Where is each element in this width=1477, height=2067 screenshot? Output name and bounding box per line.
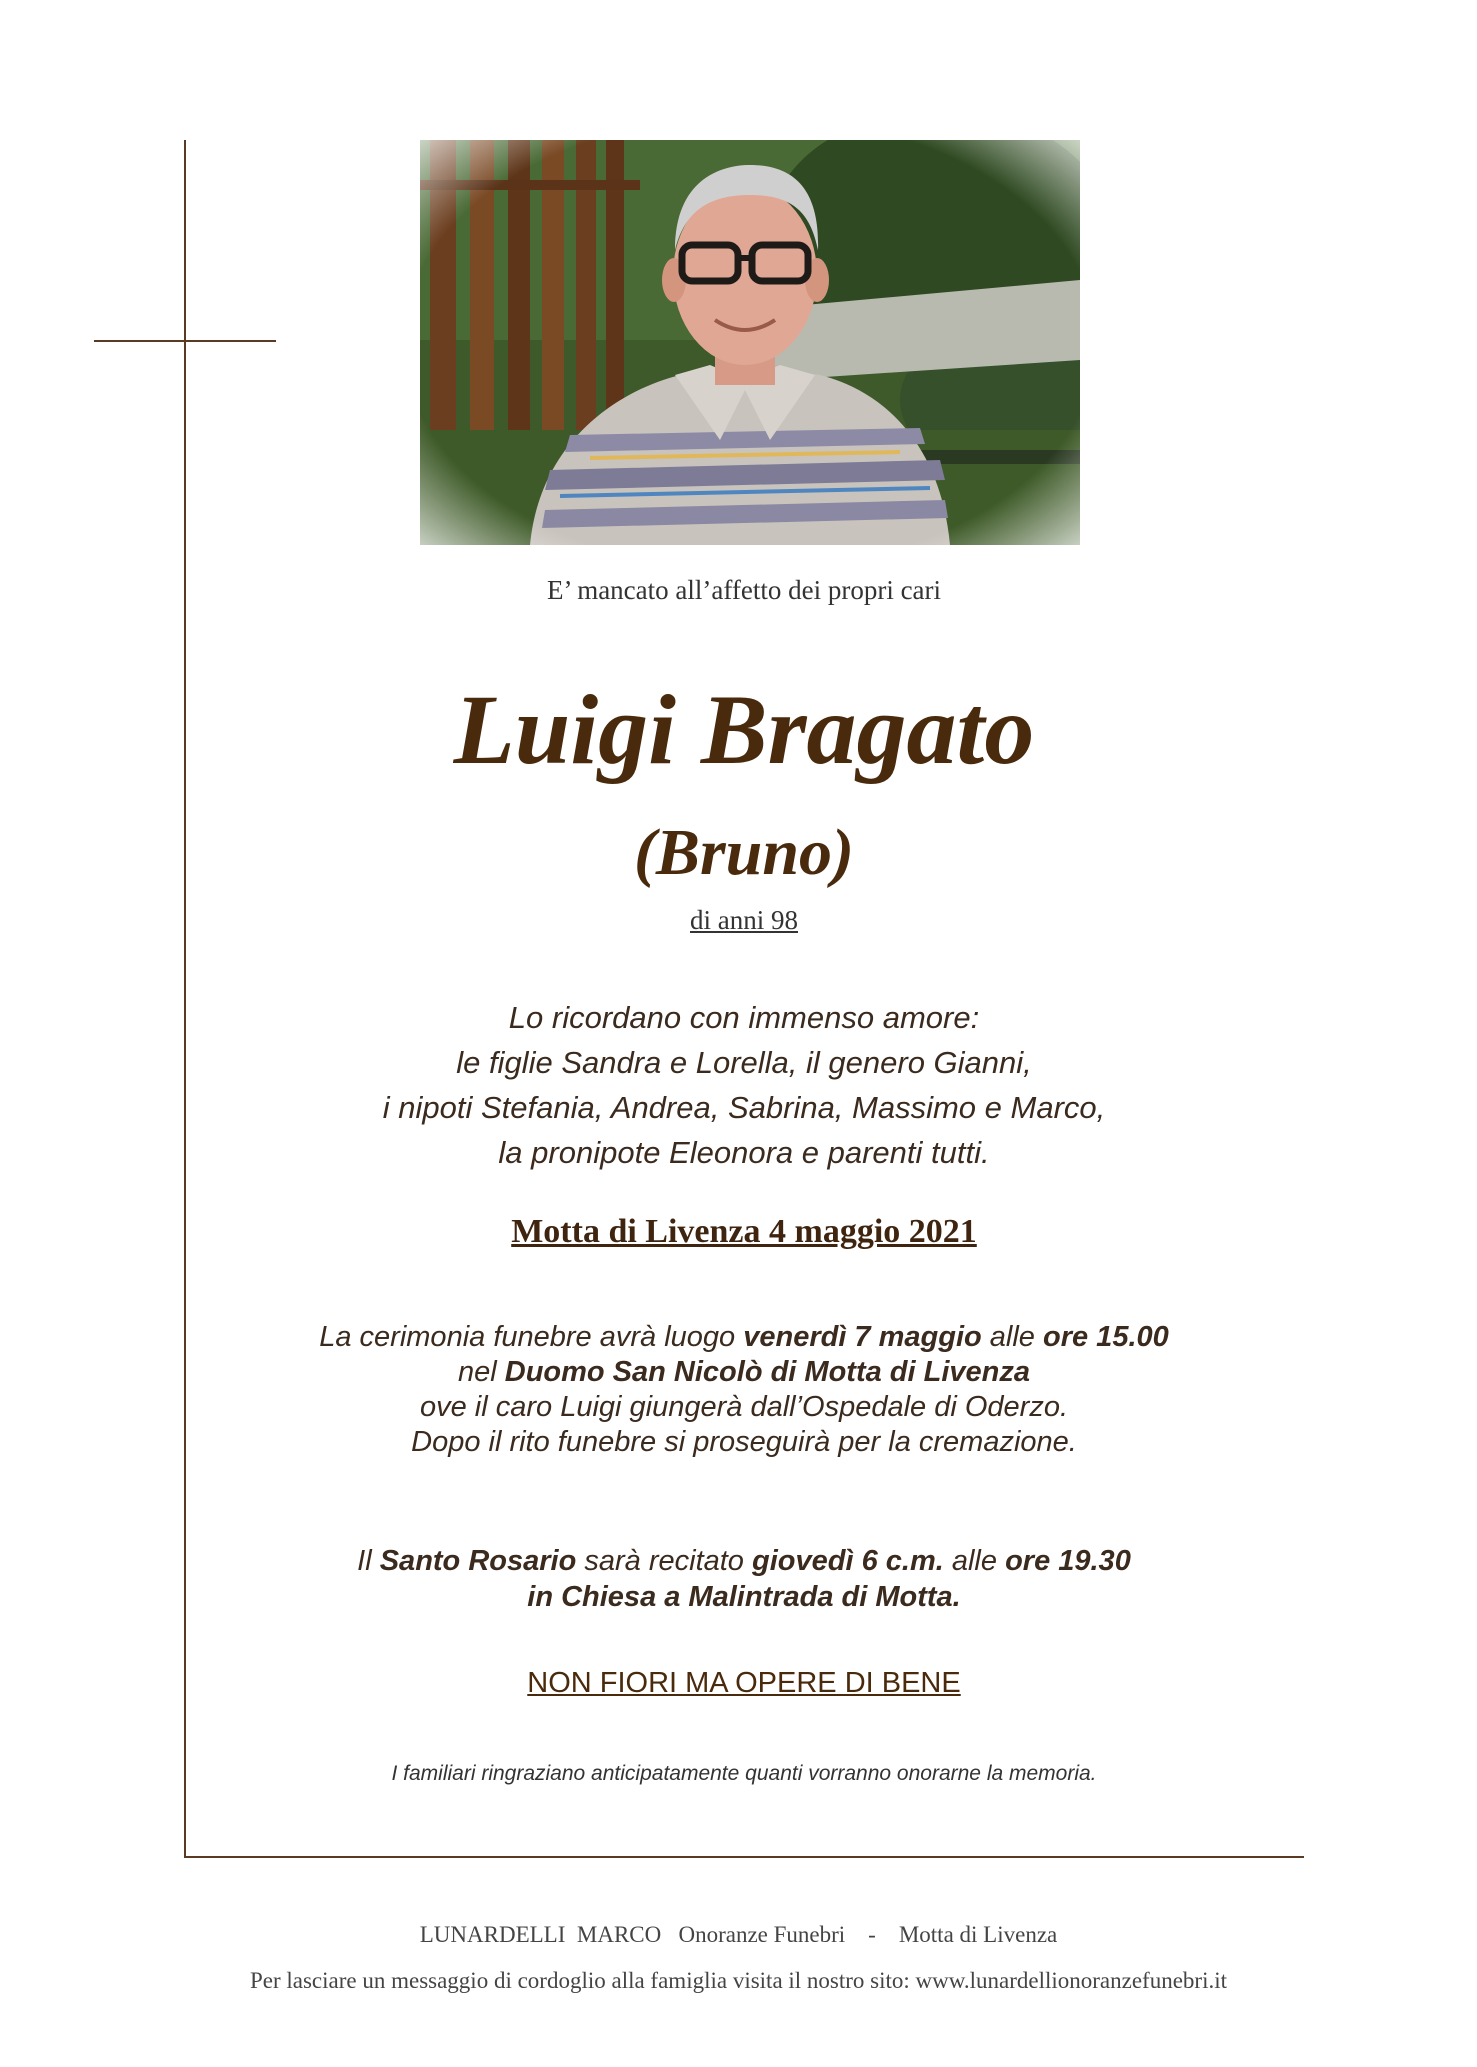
ceremony-line-2: nel Duomo San Nicolò di Motta di Livenza (457, 1356, 1030, 1388)
mourners-list (184, 995, 1304, 1175)
ceremony-line-3: ove il caro Luigi giungerà dall’Ospedale di Oderzo. (419, 1391, 1069, 1423)
deceased-name: Luigi Bragato (453, 674, 1035, 785)
rosary-line-1: Il Santo Rosario sarà recitato giovedì 6 c.m. alle ore 19.30 (357, 1545, 1131, 1577)
thanks-note: I familiari ringraziano anticipatamente quanti vorranno onorarne la memoria. (391, 1762, 1097, 1785)
ceremony-line-1: La cerimonia funebre avrà luogo venerdì 7 maggio alle ore 15.00 (319, 1321, 1169, 1353)
mourners-line: la pronipote Eleonora e parenti tutti. (498, 1135, 990, 1170)
ceremony-info (184, 1320, 1304, 1460)
bottom-rule (184, 1856, 1304, 1858)
cross-horizontal-line (94, 340, 276, 342)
deceased-age: di anni 98 (690, 905, 798, 935)
condolence-website-line: Per lasciare un messaggio di cordoglio alla famiglia visita il nostro sito: www.lunardellionoranzefunebri.it (249, 1968, 1228, 1993)
mourners-line: Lo ricordano con immenso amore: (508, 1000, 980, 1035)
deceased-nickname: (Bruno) (633, 816, 855, 889)
mourners-line: i nipoti Stefania, Andrea, Sabrina, Massimo e Marco, (382, 1090, 1106, 1125)
ceremony-line-4: Dopo il rito funebre si proseguirà per la cremazione. (411, 1426, 1077, 1458)
intro-text: E’ mancato all’affetto dei propri cari (546, 575, 942, 605)
rosary-info (184, 1543, 1304, 1615)
rosary-line-2: in Chiesa a Malintrada di Motta. (527, 1581, 961, 1613)
mourners-line: le figlie Sandra e Lorella, il genero Gianni, (456, 1045, 1032, 1080)
place-date: Motta di Livenza 4 maggio 2021 (511, 1213, 977, 1250)
portrait-photo (420, 140, 1080, 545)
no-flowers-note: NON FIORI MA OPERE DI BENE (527, 1667, 961, 1699)
funeral-home-line: LUNARDELLI MARCO Onoranze Funebri - Motta di Livenza (419, 1922, 1058, 1947)
